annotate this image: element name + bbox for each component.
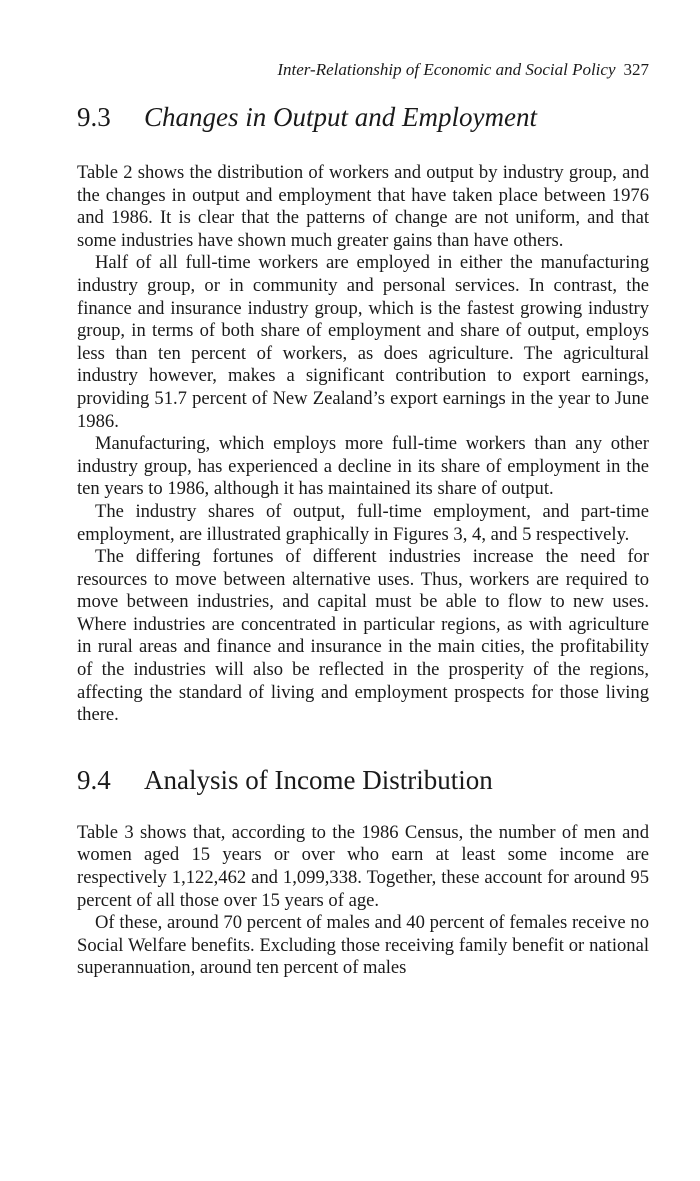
paragraph: Table 3 shows that, according to the 1986 Census, the number of men and women aged 15 years or over who earn at least some income are respectively 1,122,462 and 1,099,338. Together, these account for around 95 percent of all those over 15 years of age. (77, 821, 649, 911)
running-head (77, 58, 649, 82)
section-number: 9.4 (77, 764, 111, 795)
paragraph: The differing fortunes of different industries increase the need for resources to move between alternative uses. Thus, workers are required to move between industries, and capital must be able to flow to new uses. Where industries are concentrated in particular regions, as with agriculture in rural areas and finance and insurance in the main cities, the profitability of the industries will also be reflected in the prosperity of the regions, affecting the standard of living and employment prospects for those living there. (77, 546, 649, 726)
section-body-9-4 (77, 822, 649, 980)
section-number: 9.3 (77, 102, 111, 132)
section-title: Analysis of Income Distribution (144, 764, 493, 795)
section-title: Changes in Output and Employment (144, 102, 537, 132)
paragraph: Half of all full-time workers are employed in either the manufacturing industry group, or in community and personal services. In contrast, the finance and insurance industry group, which is the fastest growing industry group, in terms of both share of employment and share of output, employs less than ten percent of workers, as does agriculture. The agricultural industry however, makes a significant contribution to export earnings, providing 51.7 percent of New Zealand’s export earnings in the year to June 1986. (77, 252, 649, 432)
paragraph: The industry shares of output, full-time employment, and part-time employment, are illustrated graphically in Figures 3, 4, and 5 respectively. (77, 500, 649, 545)
page-number: 327 (623, 60, 649, 79)
paragraph: Of these, around 70 percent of males and 40 percent of females receive no Social Welfare benefits. Excluding those receiving family benefit or national superannuation, around ten percent of males (77, 912, 649, 979)
section-heading-9-3 (77, 100, 649, 134)
section-heading-9-4 (77, 763, 649, 797)
paragraph: Manufacturing, which employs more full-time workers than any other industry group, has experienced a decline in its share of employment in the ten years to 1986, although it has maintained its share of output. (77, 433, 649, 500)
book-page (77, 58, 649, 980)
running-head-title: Inter-Relationship of Economic and Social Policy (277, 60, 616, 79)
section-body-9-3 (77, 162, 649, 727)
paragraph: Table 2 shows the distribution of workers and output by industry group, and the changes in output and employment that have taken place between 1976 and 1986. It is clear that the patterns of change are not uniform, and that some industries have shown much greater gains than have others. (77, 162, 649, 251)
